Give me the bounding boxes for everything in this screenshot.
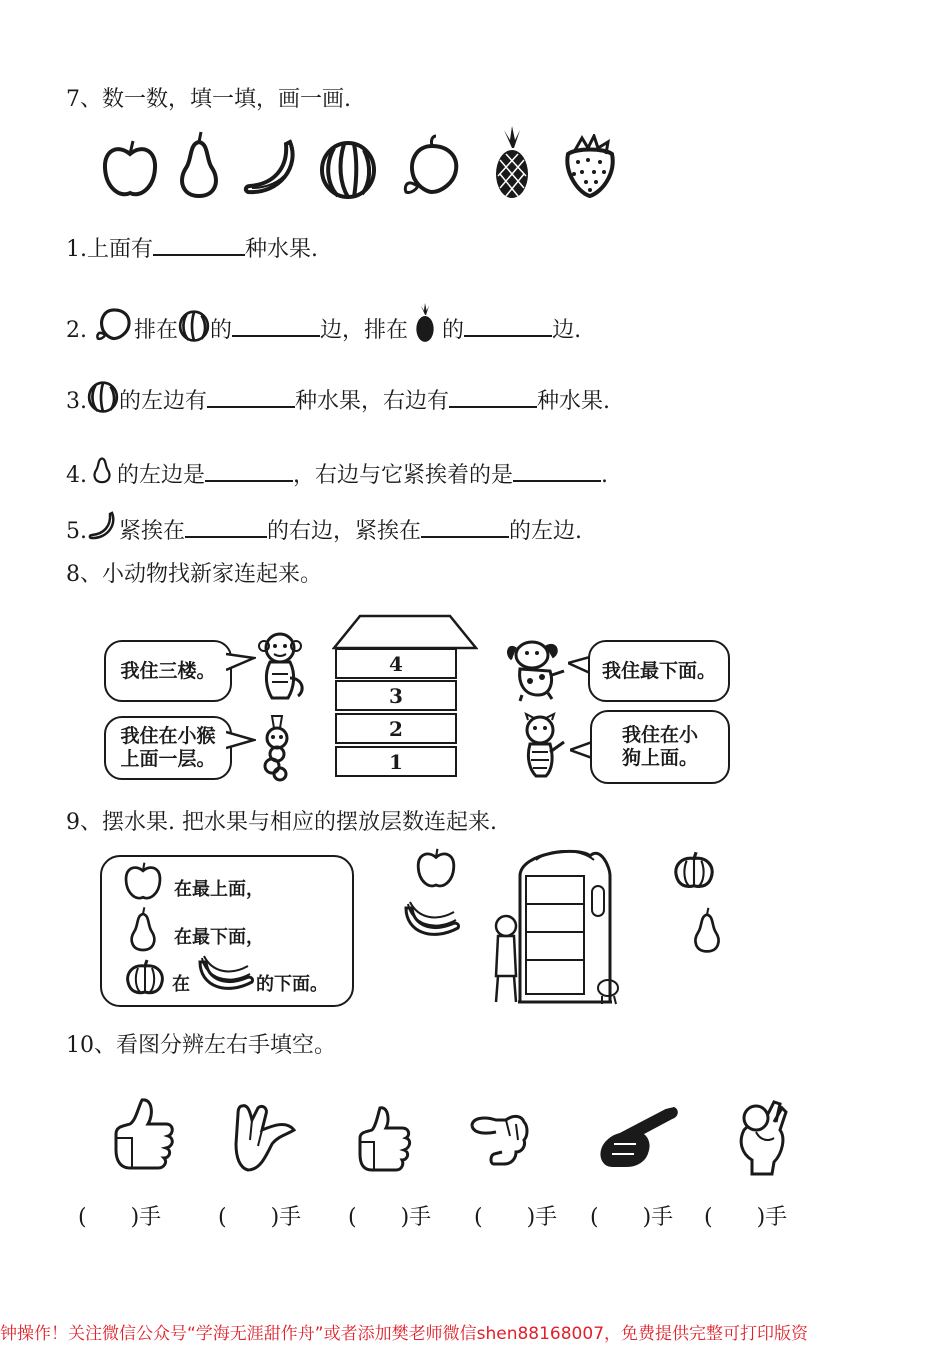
pumpkin-icon[interactable] <box>672 850 716 894</box>
q9-title: 9、摆水果. 把水果与相应的摆放层数连起来. <box>66 810 497 835</box>
worm-speech-bubble <box>104 716 232 780</box>
q10-title: 10、看图分辨左右手填空。 <box>66 1033 336 1058</box>
strawberry-icon <box>560 134 620 200</box>
peach-icon <box>400 134 464 202</box>
open-hand-icon <box>232 1100 302 1174</box>
bubble-line: 我住在小 <box>621 724 698 747</box>
line-text: 的左边是 <box>117 463 206 488</box>
hand-answer-6[interactable]: ( )手 <box>704 1205 788 1230</box>
ok-hand-icon <box>734 1098 788 1178</box>
line-text: ，右边与它紧挨着的是 <box>293 463 514 488</box>
fruit-row <box>100 130 630 210</box>
floor-1[interactable]: 1 <box>335 746 457 777</box>
pear-icon <box>126 906 160 958</box>
monkey-icon[interactable] <box>250 630 310 706</box>
line-number: 5. <box>66 519 87 544</box>
q7-line-2 <box>66 303 581 344</box>
cat-icon[interactable] <box>512 712 570 784</box>
thumbs-up-hand-icon <box>354 1104 416 1174</box>
cat-speech-bubble <box>590 710 730 784</box>
rule-middle-b: 的下面。 <box>256 974 328 995</box>
bubble-tail <box>570 740 592 766</box>
answer-blank[interactable] <box>205 462 293 482</box>
pointing-hand-icon <box>466 1106 536 1172</box>
answer-blank[interactable] <box>464 317 552 337</box>
hand-answer-3[interactable]: ( )手 <box>348 1205 432 1230</box>
watermelon-icon <box>318 136 378 200</box>
line-text: . <box>601 463 609 488</box>
pineapple-icon <box>490 126 534 200</box>
line-text: 紧挨在 <box>119 519 186 544</box>
line-number: 1. <box>66 237 87 262</box>
bubble-line: 上面一层。 <box>120 748 216 770</box>
dog-icon[interactable] <box>504 635 568 707</box>
footer-promo-text: 钟操作！关注微信公众号“学海无涯甜作舟”或者添加樊老师微信shen88168007，免费提供完整可打印版资 <box>0 1324 809 1344</box>
pear-icon <box>91 452 113 486</box>
line-text: 的右边，紧挨在 <box>267 519 422 544</box>
pear-icon[interactable] <box>690 906 724 960</box>
monkey-speech-bubble: 我住三楼。 <box>104 640 232 702</box>
bubble-line: 我住在小猴 <box>120 725 216 748</box>
answer-blank[interactable] <box>207 388 295 408</box>
rule-bottom: 在最下面， <box>174 927 264 948</box>
line-number: 4. <box>66 463 87 488</box>
hand-answer-4[interactable]: ( )手 <box>474 1205 558 1230</box>
answer-blank[interactable] <box>449 388 537 408</box>
line-text: 的左边有 <box>119 389 208 414</box>
line-text: 的左边. <box>509 519 583 544</box>
q8-title: 8、小动物找新家连起来。 <box>66 562 322 587</box>
pear-icon <box>174 130 224 202</box>
bubble-line: 狗上面。 <box>621 747 698 769</box>
hand-answer-5[interactable]: ( )手 <box>590 1205 674 1230</box>
line-number: 3. <box>66 389 87 414</box>
floor-3[interactable]: 3 <box>335 680 457 711</box>
worm-icon[interactable] <box>252 712 302 786</box>
apple-icon <box>100 136 160 202</box>
peach-icon <box>94 305 134 341</box>
line-text: 的 <box>442 318 465 343</box>
bubble-tail <box>568 655 590 681</box>
rule-middle-a: 在 <box>172 974 190 995</box>
line-text: 排在 <box>134 318 179 343</box>
hand-answer-2[interactable]: ( )手 <box>218 1205 302 1230</box>
line-text: 边. <box>552 318 582 343</box>
floor-2[interactable]: 2 <box>335 713 457 744</box>
thumbs-up-hand-icon <box>108 1094 178 1174</box>
pointing-hand-icon <box>596 1104 680 1174</box>
line-text: 种水果. <box>537 389 611 414</box>
pineapple-icon <box>412 303 438 343</box>
apple-icon[interactable] <box>414 846 458 894</box>
bananas-icon <box>196 952 256 1002</box>
line-text: 边，排在 <box>320 318 409 343</box>
bananas-icon[interactable] <box>402 898 462 948</box>
q7-line-4 <box>66 452 608 489</box>
answer-blank[interactable] <box>232 317 320 337</box>
pumpkin-icon <box>124 958 166 1000</box>
answer-blank[interactable] <box>153 236 245 256</box>
banana-icon <box>87 510 119 542</box>
line-text: 上面有 <box>87 237 154 262</box>
fruit-cabinet <box>490 846 640 1014</box>
watermelon-icon <box>87 378 119 414</box>
q7-line-1 <box>66 232 318 263</box>
answer-blank[interactable] <box>513 462 601 482</box>
q7-title: 7、数一数，填一填，画一画. <box>66 87 351 112</box>
watermelon-icon <box>178 307 210 343</box>
line-text: 种水果. <box>245 237 319 262</box>
q7-line-3 <box>66 378 610 415</box>
q7-line-5 <box>66 510 582 545</box>
floor-4[interactable]: 4 <box>335 648 457 679</box>
line-text: 的 <box>210 318 233 343</box>
banana-icon <box>240 136 304 200</box>
answer-blank[interactable] <box>421 518 509 538</box>
apple-icon <box>122 860 164 906</box>
hand-answer-1[interactable]: ( )手 <box>78 1205 162 1230</box>
line-text: 种水果，右边有 <box>295 389 450 414</box>
rule-top: 在最上面， <box>174 879 264 900</box>
line-number: 2. <box>66 318 87 343</box>
dog-speech-bubble: 我住最下面。 <box>588 640 730 702</box>
answer-blank[interactable] <box>185 518 267 538</box>
